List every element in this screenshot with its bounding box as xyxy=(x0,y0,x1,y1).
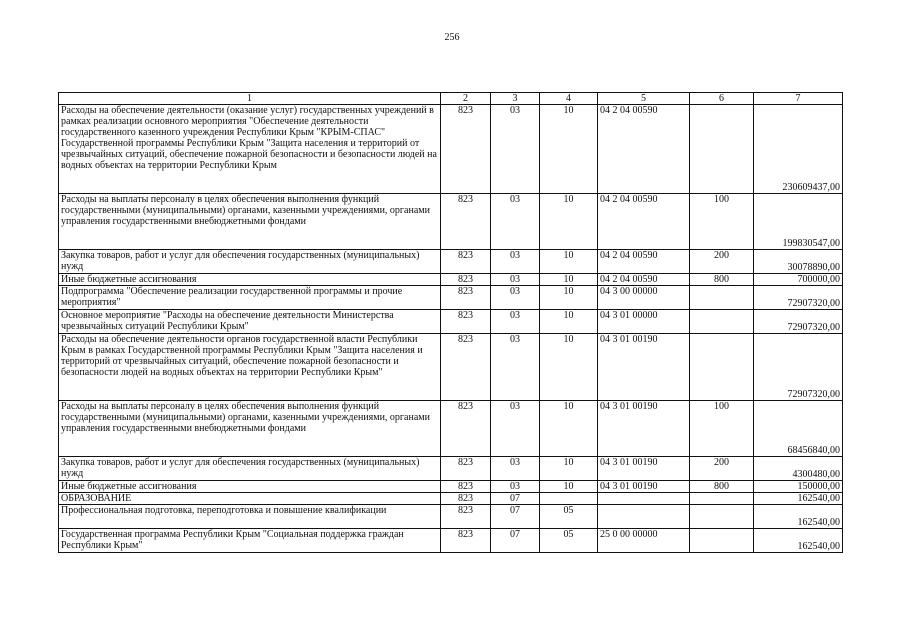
table-row xyxy=(59,194,843,250)
row-target-article xyxy=(598,505,690,529)
row-name: Закупка товаров, работ и услуг для обеспечения государственных (муниципальных) нужд xyxy=(59,250,441,274)
row-expense-type: 200 xyxy=(690,457,754,481)
row-grbs: 823 xyxy=(441,457,491,481)
table-row xyxy=(59,334,843,401)
page-number: 256 xyxy=(444,32,460,43)
column-header: 5 xyxy=(598,93,690,105)
table-row xyxy=(59,274,843,286)
row-expense-type: 100 xyxy=(690,194,754,250)
row-grbs: 823 xyxy=(441,401,491,457)
row-subsection: 10 xyxy=(540,105,598,194)
row-section: 03 xyxy=(491,105,540,194)
row-section: 03 xyxy=(491,334,540,401)
row-grbs: 823 xyxy=(441,529,491,553)
row-name: Закупка товаров, работ и услуг для обеспечения государственных (муниципальных) нужд xyxy=(59,457,441,481)
row-target-article: 04 3 01 00190 xyxy=(598,401,690,457)
column-header: 1 xyxy=(59,93,441,105)
row-target-article: 25 0 00 00000 xyxy=(598,529,690,553)
row-subsection: 10 xyxy=(540,334,598,401)
row-name: Профессиональная подготовка, переподготовка и повышение квалификации xyxy=(59,505,441,529)
row-subsection: 10 xyxy=(540,457,598,481)
row-subsection: 10 xyxy=(540,310,598,334)
row-section: 03 xyxy=(491,274,540,286)
row-expense-type xyxy=(690,334,754,401)
row-expense-type: 800 xyxy=(690,274,754,286)
row-section: 03 xyxy=(491,457,540,481)
row-subsection: 10 xyxy=(540,286,598,310)
column-header: 2 xyxy=(441,93,491,105)
row-name: Иные бюджетные ассигнования xyxy=(59,481,441,493)
table-row xyxy=(59,286,843,310)
row-amount: 68456840,00 xyxy=(754,401,843,457)
row-section: 07 xyxy=(491,493,540,505)
row-target-article: 04 3 01 00190 xyxy=(598,481,690,493)
row-target-article: 04 2 04 00590 xyxy=(598,105,690,194)
row-amount: 230609437,00 xyxy=(754,105,843,194)
row-grbs: 823 xyxy=(441,250,491,274)
row-amount: 72907320,00 xyxy=(754,310,843,334)
row-expense-type xyxy=(690,529,754,553)
row-amount: 72907320,00 xyxy=(754,334,843,401)
row-grbs: 823 xyxy=(441,105,491,194)
row-target-article: 04 2 04 00590 xyxy=(598,194,690,250)
row-subsection: 10 xyxy=(540,481,598,493)
row-expense-type: 800 xyxy=(690,481,754,493)
row-amount: 700000,00 xyxy=(754,274,843,286)
row-grbs: 823 xyxy=(441,481,491,493)
row-section: 07 xyxy=(491,505,540,529)
row-grbs: 823 xyxy=(441,505,491,529)
table-row xyxy=(59,105,843,194)
row-expense-type xyxy=(690,286,754,310)
row-expense-type: 100 xyxy=(690,401,754,457)
table-row xyxy=(59,481,843,493)
table-row xyxy=(59,250,843,274)
row-name: Иные бюджетные ассигнования xyxy=(59,274,441,286)
row-grbs: 823 xyxy=(441,493,491,505)
column-number-row xyxy=(59,93,843,105)
row-amount: 30078890,00 xyxy=(754,250,843,274)
row-section: 03 xyxy=(491,310,540,334)
row-section: 03 xyxy=(491,194,540,250)
table-row xyxy=(59,401,843,457)
row-expense-type: 200 xyxy=(690,250,754,274)
column-header: 4 xyxy=(540,93,598,105)
table-row xyxy=(59,457,843,481)
row-section: 03 xyxy=(491,481,540,493)
row-name: Подпрограмма "Обеспечение реализации государственной программы и прочие мероприятия" xyxy=(59,286,441,310)
row-section: 03 xyxy=(491,250,540,274)
table-row xyxy=(59,493,843,505)
row-amount: 162540,00 xyxy=(754,493,843,505)
row-section: 07 xyxy=(491,529,540,553)
row-name: Расходы на обеспечение деятельности (оказание услуг) государственных учреждений в рамках реализации основного мероприятия "Обеспечение деятельности государственного казенного учреждения Республики Крым "КРЫМ-СПАС" Государственной программы Республики Крым "Защита населения и территорий от чрезвычайных ситуаций, обеспечение пожарной безопасности и безопасности людей на водных объектах на территории Республики Крым xyxy=(59,105,441,194)
row-target-article: 04 3 01 00190 xyxy=(598,334,690,401)
row-amount: 199830547,00 xyxy=(754,194,843,250)
row-name: ОБРАЗОВАНИЕ xyxy=(59,493,441,505)
row-subsection: 05 xyxy=(540,505,598,529)
row-amount: 150000,00 xyxy=(754,481,843,493)
row-expense-type xyxy=(690,493,754,505)
row-name: Государственная программа Республики Крым "Социальная поддержка граждан Республики Крым" xyxy=(59,529,441,553)
budget-table xyxy=(58,92,843,553)
row-amount: 162540,00 xyxy=(754,529,843,553)
row-subsection: 10 xyxy=(540,401,598,457)
row-amount: 72907320,00 xyxy=(754,286,843,310)
row-target-article: 04 3 01 00190 xyxy=(598,457,690,481)
row-grbs: 823 xyxy=(441,274,491,286)
row-subsection: 10 xyxy=(540,250,598,274)
row-target-article xyxy=(598,493,690,505)
row-target-article: 04 2 04 00590 xyxy=(598,274,690,286)
row-section: 03 xyxy=(491,401,540,457)
row-subsection: 10 xyxy=(540,274,598,286)
row-subsection: 05 xyxy=(540,529,598,553)
row-grbs: 823 xyxy=(441,286,491,310)
table-row xyxy=(59,529,843,553)
table-row xyxy=(59,505,843,529)
row-name: Расходы на выплаты персоналу в целях обеспечения выполнения функций государственными (муниципальными) органами, казенными учреждениями, органами управления государственными внебюджетными фондами xyxy=(59,194,441,250)
row-name: Расходы на выплаты персоналу в целях обеспечения выполнения функций государственными (муниципальными) органами, казенными учреждениями, органами управления государственными внебюджетными фондами xyxy=(59,401,441,457)
row-amount: 4300480,00 xyxy=(754,457,843,481)
row-grbs: 823 xyxy=(441,310,491,334)
table-row xyxy=(59,310,843,334)
row-grbs: 823 xyxy=(441,334,491,401)
row-expense-type xyxy=(690,505,754,529)
row-subsection: 10 xyxy=(540,194,598,250)
row-section: 03 xyxy=(491,286,540,310)
column-header: 6 xyxy=(690,93,754,105)
row-target-article: 04 3 00 00000 xyxy=(598,286,690,310)
row-target-article: 04 3 01 00000 xyxy=(598,310,690,334)
row-target-article: 04 2 04 00590 xyxy=(598,250,690,274)
row-name: Расходы на обеспечение деятельности органов государственной власти Республики Крым в рамках Государственной программы Республики Крым "Защита населения и территорий от чрезвычайных ситуаций, обеспечение пожарной безопасности и безопасности людей на водных объектах на территории Республики Крым" xyxy=(59,334,441,401)
column-header: 7 xyxy=(754,93,843,105)
column-header: 3 xyxy=(491,93,540,105)
row-amount: 162540,00 xyxy=(754,505,843,529)
row-expense-type xyxy=(690,105,754,194)
row-grbs: 823 xyxy=(441,194,491,250)
row-expense-type xyxy=(690,310,754,334)
row-subsection xyxy=(540,493,598,505)
row-name: Основное мероприятие "Расходы на обеспечение деятельности Министерства чрезвычайных ситуаций Республики Крым" xyxy=(59,310,441,334)
